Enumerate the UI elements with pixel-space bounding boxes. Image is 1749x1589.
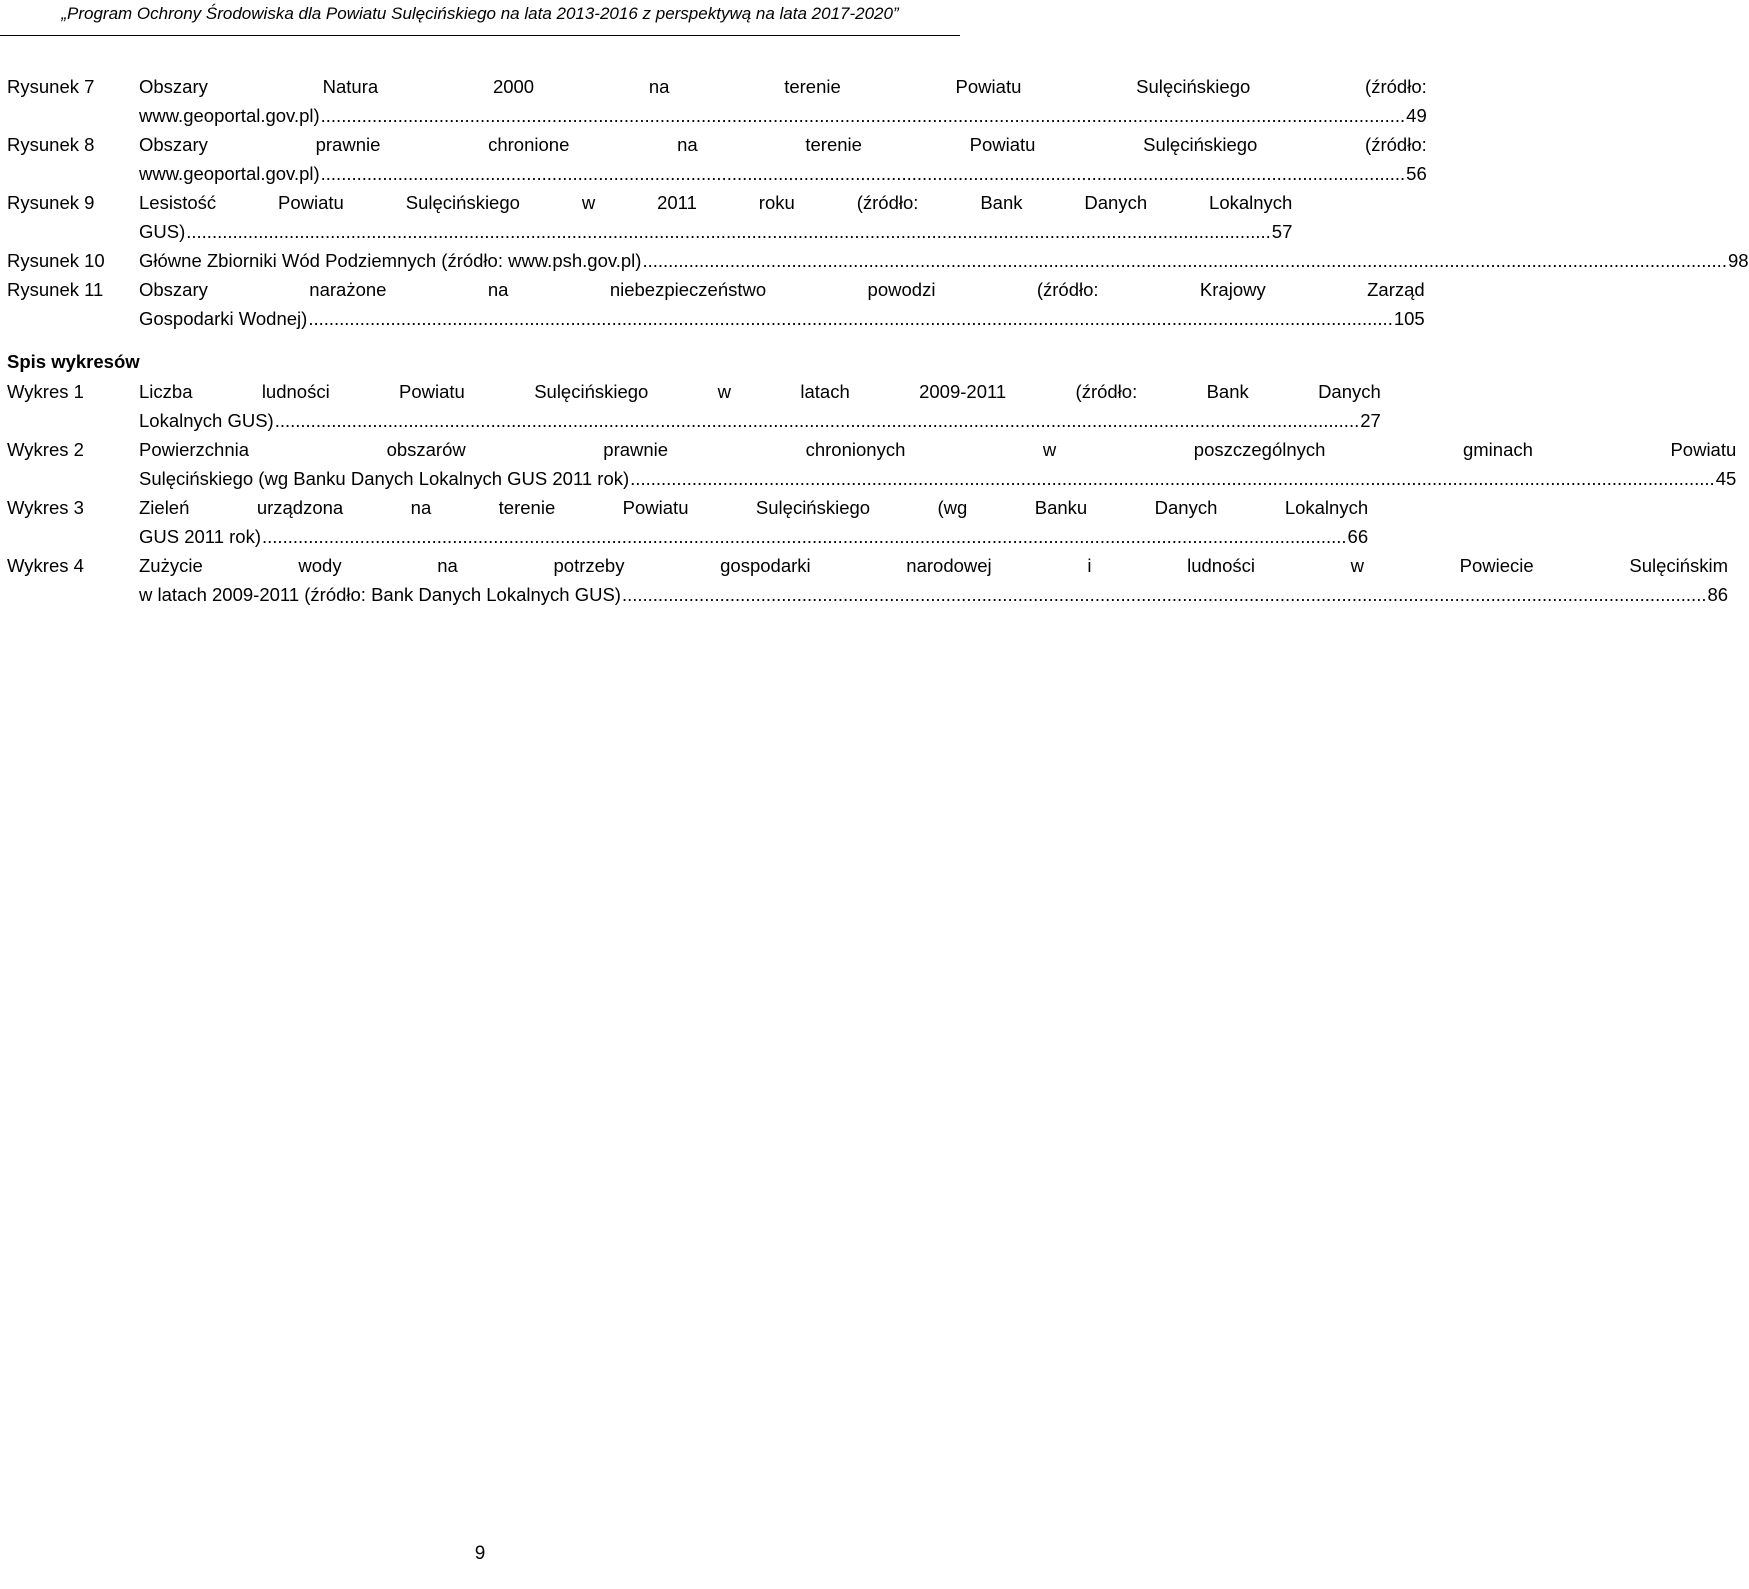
entry-title-line1: Obszary Natura 2000 na terenie Powiatu Sulęcińskiego (źródło:	[139, 76, 1427, 97]
entry-label: Rysunek 8	[7, 134, 95, 155]
entry-title-line2: w latach 2009-2011 (źródło: Bank Danych Lokalnych GUS)	[139, 584, 621, 605]
dot-leader	[630, 464, 1715, 493]
entry-label: Rysunek 10	[7, 250, 105, 271]
entry-title-line2: Lokalnych GUS)	[139, 410, 274, 431]
dot-leader	[642, 246, 1727, 275]
figure-entry[interactable]	[7, 72, 1427, 130]
entry-label: Rysunek 9	[7, 192, 95, 213]
table-of-contents	[7, 72, 1749, 609]
entry-title-line2: GUS)	[139, 221, 186, 242]
chart-entry[interactable]	[7, 551, 1729, 609]
figure-entry[interactable]	[7, 275, 1425, 333]
dot-leader	[321, 159, 1406, 188]
entry-page-number: 86	[1707, 584, 1729, 605]
chart-entry[interactable]	[7, 493, 1369, 551]
entry-title-line1: Obszary narażone na niebezpieczeństwo powodzi (źródło: Krajowy Zarząd	[139, 279, 1425, 300]
entry-title-line1: Powierzchnia obszarów prawnie chronionych w poszczególnych gminach Powiatu	[139, 439, 1737, 460]
page-number: 9	[474, 1543, 486, 1564]
entry-title-line2: Sulęcińskiego (wg Banku Danych Lokalnych GUS 2011 rok)	[139, 468, 630, 489]
chart-entry[interactable]	[7, 435, 1737, 493]
entry-page-number: 105	[1393, 308, 1425, 329]
dot-leader	[186, 217, 1271, 246]
dot-leader	[308, 304, 1393, 333]
figures-list	[7, 72, 1749, 333]
entry-label: Rysunek 11	[7, 279, 104, 300]
entry-title-line1: Liczba ludności Powiatu Sulęcińskiego w latach 2009-2011 (źródło: Bank Danych	[139, 381, 1381, 402]
entry-page-number: 57	[1271, 221, 1293, 242]
dot-leader	[622, 580, 1707, 609]
figure-entry[interactable]	[7, 246, 1749, 275]
entry-label: Wykres 2	[7, 439, 84, 460]
section-title: Spis wykresów	[7, 351, 140, 372]
chart-entry[interactable]	[7, 377, 1381, 435]
entry-title-line1: Zużycie wody na potrzeby gospodarki narodowej i ludności w Powiecie Sulęcińskim	[139, 555, 1729, 576]
entry-label: Wykres 1	[7, 381, 84, 402]
entry-title-line2: www.geoportal.gov.pl)	[139, 105, 320, 126]
page-header: „Program Ochrony Środowiska dla Powiatu Sulęcińskiego na lata 2013-2016 z perspektywą na lata 2017-2020”	[0, 0, 960, 36]
entry-page-number: 45	[1715, 468, 1737, 489]
entry-title-line2: GUS 2011 rok)	[139, 526, 262, 547]
figure-entry[interactable]	[7, 130, 1427, 188]
entry-label: Wykres 3	[7, 497, 84, 518]
entry-label: Rysunek 7	[7, 76, 95, 97]
entry-title-line2: Główne Zbiorniki Wód Podziemnych (źródło: www.psh.gov.pl)	[139, 250, 642, 271]
entry-page-number: 56	[1406, 163, 1427, 184]
entry-title-line1: Lesistość Powiatu Sulęcińskiego w 2011 roku (źródło: Bank Danych Lokalnych	[139, 192, 1293, 213]
dot-leader	[321, 101, 1406, 130]
entry-title-line1: Zieleń urządzona na terenie Powiatu Sulęcińskiego (wg Banku Danych Lokalnych	[139, 497, 1369, 518]
entry-page-number: 98	[1727, 250, 1749, 271]
entry-title-line1: Obszary prawnie chronione na terenie Powiatu Sulęcińskiego (źródło:	[139, 134, 1427, 155]
dot-leader	[262, 522, 1347, 551]
charts-list	[7, 377, 1737, 609]
entry-page-number: 27	[1360, 410, 1381, 431]
dot-leader	[275, 406, 1360, 435]
entry-title-line2: Gospodarki Wodnej)	[139, 308, 308, 329]
figure-entry[interactable]	[7, 188, 1293, 246]
entry-title-line2: www.geoportal.gov.pl)	[139, 163, 320, 184]
entry-label: Wykres 4	[7, 555, 84, 576]
entry-page-number: 49	[1406, 105, 1427, 126]
entry-page-number: 66	[1347, 526, 1369, 547]
